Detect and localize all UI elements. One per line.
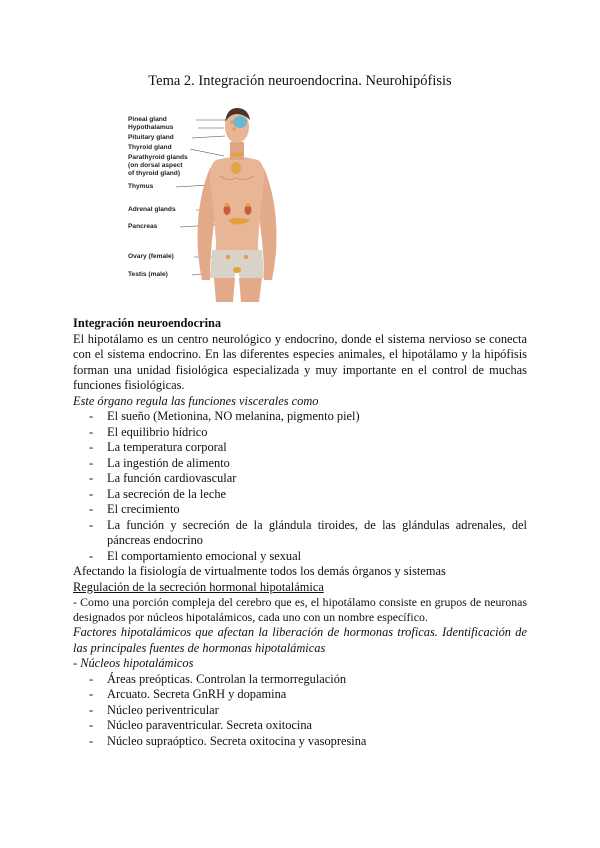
label-pancreas: Pancreas — [128, 223, 158, 230]
document-body — [73, 316, 527, 749]
list-item: - Núcleo paraventricular. Secreta oxitocina — [73, 718, 527, 734]
label-adrenal-glands: Adrenal glands — [128, 206, 176, 213]
body-illustration — [124, 102, 424, 302]
factors-paragraph: Factores hipotalámicos que afectan la liberación de hormonas troficas. Identificación de las principales fuentes de hormonas hipotalámicas — [73, 625, 527, 655]
list-item: - La secreción de la leche — [73, 487, 527, 503]
label-testis: Testis (male) — [128, 271, 168, 278]
list-item: - Arcuato. Secreta GnRH y dopamina — [73, 687, 527, 703]
intro-paragraph: El hipotálamo es un centro neurológico y endocrino, donde el sistema nervioso se conecta con el sistema endocrino. En las diferentes especies animales, el hipotálamo y la hipófisis forman una unidad fisiológica especializada y muy importante en el control de muchas funciones fisiológicas. — [73, 331, 527, 392]
nuclei-heading: - Núcleos hipotalámicos — [73, 656, 194, 671]
list-item: - El sueño (Metionina, NO melanina, pigmento piel) — [73, 409, 527, 425]
functions-intro: Este órgano regula las funciones viscerales como — [73, 393, 319, 408]
label-hypothalamus: Hypothalamus — [128, 124, 174, 131]
label-thyroid-gland: Thyroid gland — [128, 144, 172, 151]
label-parathyroid-1: Parathyroid glands — [128, 154, 188, 161]
list-item: - Áreas preópticas. Controlan la termorregulación — [73, 672, 527, 688]
list-item: - La función y secreción de la glándula tiroides, de las glándulas adrenales, del páncreas endocrino — [73, 518, 527, 549]
list-item: - El comportamiento emocional y sexual — [73, 549, 527, 565]
list-item: - La temperatura corporal — [73, 440, 527, 456]
section-heading-regulacion: Regulación de la secreción hormonal hipotalámica — [73, 579, 324, 594]
section-heading-integracion: Integración neuroendocrina — [73, 316, 222, 330]
label-pituitary-gland: Pituitary gland — [128, 134, 174, 141]
functions-list — [73, 409, 527, 564]
regulation-paragraph: - Como una porción compleja del cerebro que es, el hipotálamo consiste en grupos de neuronas designados por núcleos hipotalámicos, cada uno con un nombre específico. — [73, 595, 527, 625]
label-parathyroid-2: (on dorsal aspect — [128, 162, 183, 169]
list-item: - La ingestión de alimento — [73, 456, 527, 472]
label-thymus: Thymus — [128, 183, 154, 190]
label-ovary: Ovary (female) — [128, 253, 174, 260]
list-item: - El crecimiento — [73, 502, 527, 518]
list-item: - Núcleo periventricular — [73, 703, 527, 719]
page-title: Tema 2. Integración neuroendocrina. Neurohipófisis — [148, 73, 452, 89]
endocrine-figure — [124, 102, 424, 302]
label-parathyroid-3: of thyroid gland) — [128, 170, 181, 177]
list-item: - Núcleo supraóptico. Secreta oxitocina y vasopresina — [73, 734, 527, 750]
nuclei-list — [73, 672, 527, 750]
label-pineal-gland: Pineal gland — [128, 116, 167, 123]
list-item: - El equilibrio hídrico — [73, 425, 527, 441]
list-item: - La función cardiovascular — [73, 471, 527, 487]
closing-line: Afectando la fisiología de virtualmente todos los demás órganos y sistemas — [73, 564, 446, 578]
